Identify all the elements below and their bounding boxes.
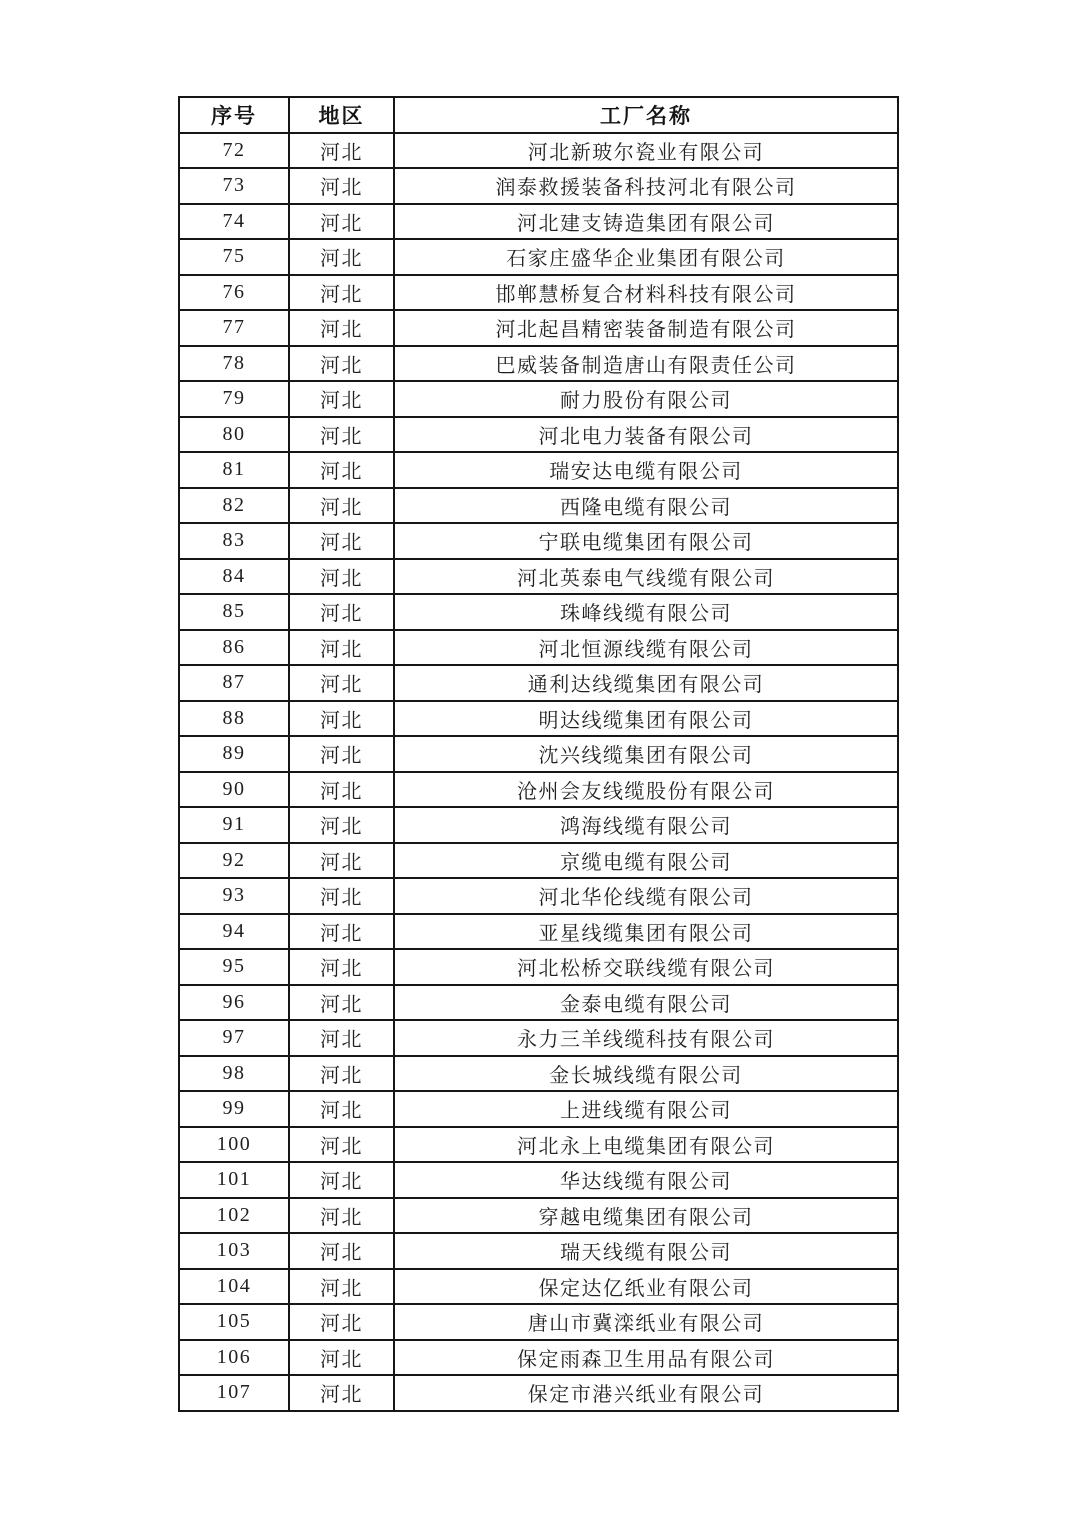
factory-name-cell: 沈兴线缆集团有限公司	[394, 736, 898, 772]
serial-cell: 78	[179, 346, 289, 382]
table-row	[179, 665, 898, 701]
serial-cell: 91	[179, 807, 289, 843]
table-row	[179, 239, 898, 275]
factory-name-cell: 金长城线缆有限公司	[394, 1056, 898, 1092]
factory-name-cell: 保定市港兴纸业有限公司	[394, 1375, 898, 1411]
serial-cell: 86	[179, 630, 289, 666]
table-row	[179, 168, 898, 204]
serial-cell: 76	[179, 275, 289, 311]
table-row	[179, 772, 898, 808]
factory-list-table	[178, 96, 899, 1412]
factory-name-cell: 通利达线缆集团有限公司	[394, 665, 898, 701]
serial-cell: 98	[179, 1056, 289, 1092]
serial-cell: 77	[179, 310, 289, 346]
factory-name-cell: 永力三羊线缆科技有限公司	[394, 1020, 898, 1056]
table-row	[179, 1091, 898, 1127]
serial-cell: 87	[179, 665, 289, 701]
serial-cell: 88	[179, 701, 289, 737]
column-header-factory-name: 工厂名称	[394, 97, 898, 133]
table-row	[179, 523, 898, 559]
table-row	[179, 1340, 898, 1376]
region-cell: 河北	[289, 1020, 394, 1056]
region-cell: 河北	[289, 772, 394, 808]
region-cell: 河北	[289, 1056, 394, 1092]
table-row	[179, 417, 898, 453]
factory-name-cell: 保定达亿纸业有限公司	[394, 1269, 898, 1305]
region-cell: 河北	[289, 168, 394, 204]
region-cell: 河北	[289, 133, 394, 169]
factory-name-cell: 河北新玻尔瓷业有限公司	[394, 133, 898, 169]
serial-cell: 75	[179, 239, 289, 275]
serial-cell: 85	[179, 594, 289, 630]
table-row	[179, 1233, 898, 1269]
region-cell: 河北	[289, 736, 394, 772]
serial-cell: 99	[179, 1091, 289, 1127]
factory-name-cell: 亚星线缆集团有限公司	[394, 914, 898, 950]
factory-name-cell: 河北建支铸造集团有限公司	[394, 204, 898, 240]
factory-name-cell: 河北恒源线缆有限公司	[394, 630, 898, 666]
serial-cell: 74	[179, 204, 289, 240]
region-cell: 河北	[289, 1198, 394, 1234]
factory-name-cell: 河北永上电缆集团有限公司	[394, 1127, 898, 1163]
serial-cell: 106	[179, 1340, 289, 1376]
factory-name-cell: 宁联电缆集团有限公司	[394, 523, 898, 559]
factory-name-cell: 瑞天线缆有限公司	[394, 1233, 898, 1269]
region-cell: 河北	[289, 701, 394, 737]
table-row	[179, 701, 898, 737]
serial-cell: 81	[179, 452, 289, 488]
region-cell: 河北	[289, 1304, 394, 1340]
region-cell: 河北	[289, 1375, 394, 1411]
region-cell: 河北	[289, 878, 394, 914]
serial-cell: 95	[179, 949, 289, 985]
serial-cell: 97	[179, 1020, 289, 1056]
serial-cell: 105	[179, 1304, 289, 1340]
factory-name-cell: 西隆电缆有限公司	[394, 488, 898, 524]
column-header-region: 地区	[289, 97, 394, 133]
region-cell: 河北	[289, 381, 394, 417]
serial-cell: 100	[179, 1127, 289, 1163]
table-row	[179, 346, 898, 382]
table-row	[179, 985, 898, 1021]
factory-name-cell: 沧州会友线缆股份有限公司	[394, 772, 898, 808]
table-row	[179, 1269, 898, 1305]
region-cell: 河北	[289, 523, 394, 559]
region-cell: 河北	[289, 488, 394, 524]
factory-name-cell: 保定雨森卫生用品有限公司	[394, 1340, 898, 1376]
region-cell: 河北	[289, 1340, 394, 1376]
region-cell: 河北	[289, 310, 394, 346]
factory-name-cell: 巴威装备制造唐山有限责任公司	[394, 346, 898, 382]
factory-name-cell: 华达线缆有限公司	[394, 1162, 898, 1198]
table-body	[179, 133, 898, 1411]
factory-name-cell: 唐山市冀滦纸业有限公司	[394, 1304, 898, 1340]
table-row	[179, 452, 898, 488]
region-cell: 河北	[289, 914, 394, 950]
region-cell: 河北	[289, 665, 394, 701]
region-cell: 河北	[289, 1269, 394, 1305]
region-cell: 河北	[289, 630, 394, 666]
table-row	[179, 807, 898, 843]
serial-cell: 89	[179, 736, 289, 772]
factory-name-cell: 珠峰线缆有限公司	[394, 594, 898, 630]
header-row	[179, 97, 898, 133]
table-row	[179, 843, 898, 879]
serial-cell: 96	[179, 985, 289, 1021]
table-row	[179, 1162, 898, 1198]
table-row	[179, 630, 898, 666]
table-row	[179, 204, 898, 240]
serial-cell: 94	[179, 914, 289, 950]
region-cell: 河北	[289, 275, 394, 311]
serial-cell: 90	[179, 772, 289, 808]
serial-cell: 79	[179, 381, 289, 417]
factory-name-cell: 河北电力装备有限公司	[394, 417, 898, 453]
table-row	[179, 949, 898, 985]
region-cell: 河北	[289, 417, 394, 453]
table-row	[179, 1056, 898, 1092]
table-row	[179, 1127, 898, 1163]
table-row	[179, 594, 898, 630]
factory-name-cell: 润泰救援装备科技河北有限公司	[394, 168, 898, 204]
serial-cell: 102	[179, 1198, 289, 1234]
factory-name-cell: 京缆电缆有限公司	[394, 843, 898, 879]
factory-name-cell: 邯郸慧桥复合材料科技有限公司	[394, 275, 898, 311]
table-row	[179, 133, 898, 169]
serial-cell: 72	[179, 133, 289, 169]
table-row	[179, 1304, 898, 1340]
factory-name-cell: 穿越电缆集团有限公司	[394, 1198, 898, 1234]
table-row	[179, 559, 898, 595]
region-cell: 河北	[289, 594, 394, 630]
factory-name-cell: 耐力股份有限公司	[394, 381, 898, 417]
table-row	[179, 736, 898, 772]
region-cell: 河北	[289, 346, 394, 382]
serial-cell: 104	[179, 1269, 289, 1305]
factory-name-cell: 明达线缆集团有限公司	[394, 701, 898, 737]
factory-name-cell: 上进线缆有限公司	[394, 1091, 898, 1127]
table-row	[179, 488, 898, 524]
factory-name-cell: 河北松桥交联线缆有限公司	[394, 949, 898, 985]
region-cell: 河北	[289, 985, 394, 1021]
serial-cell: 92	[179, 843, 289, 879]
region-cell: 河北	[289, 452, 394, 488]
serial-cell: 83	[179, 523, 289, 559]
table-row	[179, 914, 898, 950]
serial-cell: 82	[179, 488, 289, 524]
factory-name-cell: 鸿海线缆有限公司	[394, 807, 898, 843]
region-cell: 河北	[289, 843, 394, 879]
serial-cell: 84	[179, 559, 289, 595]
table-row	[179, 878, 898, 914]
serial-cell: 107	[179, 1375, 289, 1411]
region-cell: 河北	[289, 239, 394, 275]
serial-cell: 101	[179, 1162, 289, 1198]
table-row	[179, 1375, 898, 1411]
factory-name-cell: 河北华伦线缆有限公司	[394, 878, 898, 914]
serial-cell: 93	[179, 878, 289, 914]
table-row	[179, 1020, 898, 1056]
region-cell: 河北	[289, 807, 394, 843]
region-cell: 河北	[289, 1162, 394, 1198]
table-row	[179, 275, 898, 311]
factory-name-cell: 瑞安达电缆有限公司	[394, 452, 898, 488]
region-cell: 河北	[289, 1127, 394, 1163]
serial-cell: 80	[179, 417, 289, 453]
factory-name-cell: 河北起昌精密装备制造有限公司	[394, 310, 898, 346]
table-row	[179, 310, 898, 346]
table-row	[179, 1198, 898, 1234]
factory-name-cell: 河北英泰电气线缆有限公司	[394, 559, 898, 595]
factory-name-cell: 金泰电缆有限公司	[394, 985, 898, 1021]
table-row	[179, 381, 898, 417]
factory-name-cell: 石家庄盛华企业集团有限公司	[394, 239, 898, 275]
serial-cell: 73	[179, 168, 289, 204]
region-cell: 河北	[289, 1233, 394, 1269]
serial-cell: 103	[179, 1233, 289, 1269]
region-cell: 河北	[289, 1091, 394, 1127]
region-cell: 河北	[289, 949, 394, 985]
region-cell: 河北	[289, 559, 394, 595]
region-cell: 河北	[289, 204, 394, 240]
column-header-serial: 序号	[179, 97, 289, 133]
